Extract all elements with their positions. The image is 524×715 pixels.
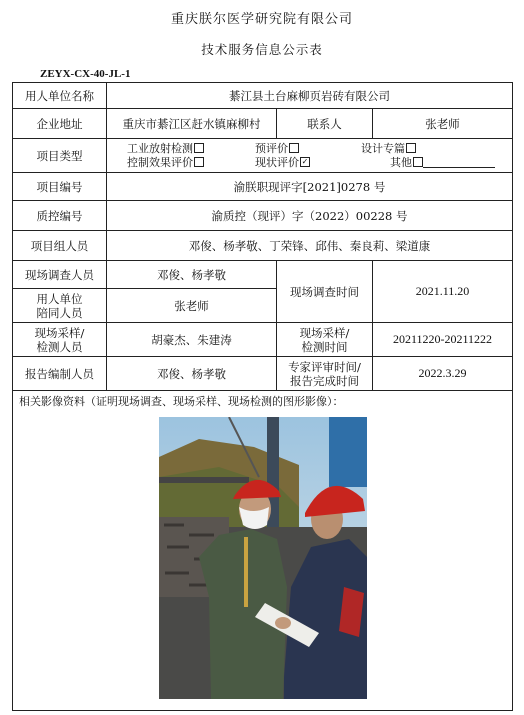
survey-staff-value: 邓俊、杨孝敬 bbox=[107, 261, 277, 289]
checkbox-special-design[interactable] bbox=[406, 143, 416, 153]
sampling-time-label-line2: 检测时间 bbox=[301, 339, 348, 354]
site-photo bbox=[159, 417, 367, 699]
review-value: 2022.3.29 bbox=[373, 357, 513, 391]
type-status-evaluation: 现状评价 bbox=[255, 155, 299, 169]
photo-rail bbox=[159, 477, 249, 483]
info-table bbox=[12, 82, 513, 711]
checkbox-pre-evaluation[interactable] bbox=[289, 143, 299, 153]
contact-value: 张老师 bbox=[373, 109, 513, 139]
address-label: 企业地址 bbox=[13, 109, 107, 139]
contact-label: 联系人 bbox=[277, 109, 373, 139]
type-special-design: 设计专篇 bbox=[361, 141, 405, 155]
review-label-line2: 报告完成时间 bbox=[290, 373, 359, 388]
report-staff-label: 报告编制人员 bbox=[13, 357, 107, 391]
review-label-line1: 专家评审时间/ bbox=[288, 359, 361, 374]
checkbox-industrial-radiation[interactable] bbox=[194, 143, 204, 153]
review-label bbox=[277, 357, 373, 391]
row-project-type bbox=[13, 139, 513, 173]
checkbox-other[interactable] bbox=[413, 157, 423, 167]
sampling-time-label bbox=[277, 323, 373, 357]
sampling-time-label-line1: 现场采样/ bbox=[299, 325, 350, 340]
qc-no-value: 渝质控（现评）字（2022）00228 号 bbox=[107, 201, 513, 231]
row-client bbox=[13, 83, 513, 109]
row-address bbox=[13, 109, 513, 139]
survey-staff-label: 现场调查人员 bbox=[13, 261, 107, 289]
form-title: 技术服务信息公示表 bbox=[201, 42, 323, 57]
client-label: 用人单位名称 bbox=[13, 83, 107, 109]
qc-no-label: 质控编号 bbox=[13, 201, 107, 231]
client-value: 綦江县土台麻柳页岩砖有限公司 bbox=[107, 83, 513, 109]
row-team bbox=[13, 231, 513, 261]
photo-hand bbox=[275, 617, 291, 629]
type-options bbox=[107, 139, 513, 173]
sampling-value: 胡豪杰、朱建涛 bbox=[107, 323, 277, 357]
photo-jacket-zipper bbox=[244, 537, 248, 607]
address-value: 重庆市綦江区赶水镇麻柳村 bbox=[107, 109, 277, 139]
row-qc-no bbox=[13, 201, 513, 231]
images-cell bbox=[13, 391, 513, 711]
sampling-label-line1: 现场采样/ bbox=[34, 325, 85, 340]
checkbox-control-effect[interactable] bbox=[194, 157, 204, 167]
team-label: 项目组人员 bbox=[13, 231, 107, 261]
team-value: 邓俊、杨孝敬、丁荣锋、邱伟、秦良莉、梁道康 bbox=[107, 231, 513, 261]
other-blank-line bbox=[423, 157, 495, 168]
report-staff-value: 邓俊、杨孝敬 bbox=[107, 357, 277, 391]
type-other: 其他 bbox=[390, 155, 412, 169]
institute-name: 重庆朕尔医学研究院有限公司 bbox=[170, 12, 353, 27]
accompany-label bbox=[13, 289, 107, 323]
project-no-label: 项目编号 bbox=[13, 173, 107, 201]
type-control-effect: 控制效果评价 bbox=[127, 155, 193, 169]
accompany-value: 张老师 bbox=[107, 289, 277, 323]
row-images bbox=[13, 391, 513, 711]
accompany-label-line1: 用人单位 bbox=[36, 291, 83, 306]
sampling-label-line2: 检测人员 bbox=[36, 339, 83, 354]
row-sampling bbox=[13, 323, 513, 357]
row-project-no bbox=[13, 173, 513, 201]
type-label: 项目类型 bbox=[13, 139, 107, 173]
images-caption: 相关影像资料（证明现场调查、现场采样、现场检测的图形影像）： bbox=[19, 395, 344, 408]
row-report bbox=[13, 357, 513, 391]
form-code: ZEYX-CX-40-JL-1 bbox=[40, 68, 131, 80]
type-pre-evaluation: 预评价 bbox=[255, 141, 288, 155]
accompany-label-line2: 陪同人员 bbox=[36, 305, 83, 320]
sampling-label bbox=[13, 323, 107, 357]
photo-blue-structure bbox=[329, 417, 367, 487]
sampling-time-value: 20211220-20211222 bbox=[373, 323, 513, 357]
survey-time-label: 现场调查时间 bbox=[277, 261, 373, 323]
row-survey-staff bbox=[13, 261, 513, 289]
type-industrial-radiation: 工业放射检测 bbox=[127, 141, 193, 155]
survey-time-value: 2021.11.20 bbox=[373, 261, 513, 323]
project-no-value: 渝朕职现评字[2021]0278 号 bbox=[107, 173, 513, 201]
checkbox-status-evaluation[interactable]: ✓ bbox=[301, 156, 309, 166]
